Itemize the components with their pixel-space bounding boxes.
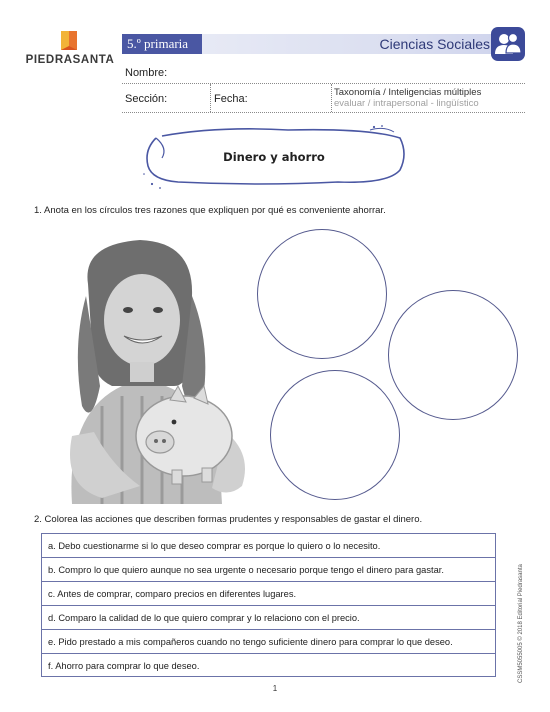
answer-circle-2[interactable] <box>388 290 518 420</box>
actions-table <box>41 533 496 677</box>
section-line[interactable] <box>122 112 525 113</box>
logo-text: PIEDRASANTA <box>25 54 115 66</box>
header-band <box>122 34 522 54</box>
action-row-f[interactable]: f. Ahorro para comprar lo que deseo. <box>48 661 200 671</box>
answer-circle-3[interactable] <box>270 370 400 500</box>
action-row-c[interactable]: c. Antes de comprar, comparo precios en diferentes lugares. <box>42 582 495 606</box>
taxonomy-label: Taxonomía / Inteligencias múltiples <box>334 87 482 98</box>
action-row-a[interactable]: a. Debo cuestionarme si lo que deseo comprar es porque lo quiero o lo necesito. <box>42 534 495 558</box>
action-row-d[interactable]: d. Comparo la calidad de lo que quiero comprar y lo relaciono con el precio. <box>42 606 495 630</box>
date-label: Fecha: <box>214 93 248 105</box>
page-number: 1 <box>272 684 278 693</box>
divider <box>331 84 332 112</box>
worksheet-title: Dinero y ahorro <box>223 150 325 164</box>
answer-circle-1[interactable] <box>257 229 387 359</box>
subject-title: Ciencias Sociales <box>379 36 490 52</box>
copyright-code: CSSM5055005 © 2018 Editorial Piedrasanta <box>518 564 524 683</box>
girl-with-piggy-bank-image <box>42 236 268 504</box>
grade-badge: 5.º primaria <box>122 34 202 54</box>
name-line[interactable] <box>122 83 525 84</box>
question-1: 1. Anota en los círculos tres razones que expliquen por qué es conveniente ahorrar. <box>34 205 386 216</box>
action-row-b[interactable]: b. Compro lo que quiero aunque no sea urgente o necesario porque tengo el dinero para gastar. <box>42 558 495 582</box>
name-label: Nombre: <box>125 67 168 79</box>
action-row-e[interactable]: e. Pido prestado a mis compañeros cuando no tengo suficiente dinero para comprar lo que deseo. <box>42 630 495 654</box>
taxonomy-detail: evaluar / intrapersonal - lingüístico <box>334 98 479 109</box>
section-label: Sección: <box>125 93 168 105</box>
question-2: 2. Colorea las acciones que describen formas prudentes y responsables de gastar el dinero. <box>34 514 423 525</box>
divider <box>210 84 211 112</box>
book-logo-icon <box>58 30 80 52</box>
publisher-logo <box>24 30 116 70</box>
two-people-icon <box>491 27 525 61</box>
